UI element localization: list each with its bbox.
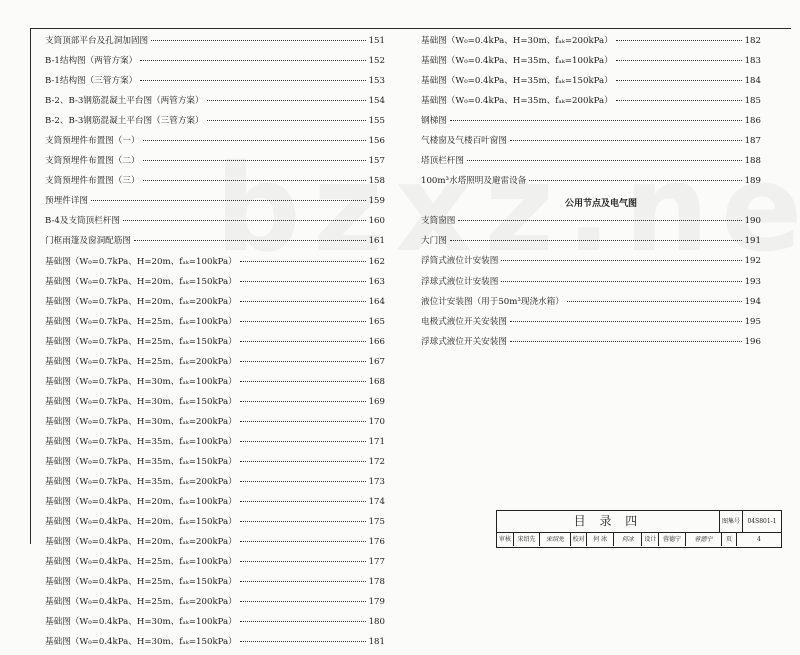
toc-entry-title: 基础图（W₀=0.4kPa、H=30m、fₐₖ=150kPa） bbox=[45, 637, 237, 648]
toc-right-column bbox=[421, 34, 761, 355]
dot-leader bbox=[143, 140, 366, 141]
toc-entry-page: 191 bbox=[744, 236, 761, 247]
dot-leader bbox=[240, 321, 366, 322]
toc-entry-page: 161 bbox=[368, 236, 385, 247]
toc-entry-page: 171 bbox=[368, 436, 385, 447]
toc-entry-page: 152 bbox=[368, 56, 385, 67]
toc-entry bbox=[421, 315, 761, 335]
toc-entry-title: 基础图（W₀=0.4kPa、H=30m、fₐₖ=200kPa） bbox=[421, 36, 613, 46]
toc-entry-title: 基础图（W₀=0.7kPa、H=20m、fₐₖ=200kPa） bbox=[45, 296, 237, 307]
toc-entry-title: 塔顶栏杆图 bbox=[421, 156, 464, 167]
dot-leader bbox=[240, 461, 366, 462]
designer-signature: 蓉德宁 bbox=[686, 533, 722, 546]
dot-leader bbox=[240, 601, 366, 602]
page-number: 4 bbox=[757, 536, 761, 543]
toc-left-column bbox=[45, 34, 385, 655]
dot-leader bbox=[616, 60, 742, 61]
toc-entry bbox=[45, 255, 385, 275]
toc-entry bbox=[45, 575, 385, 595]
toc-entry-title: 浮筒式液位计安装图 bbox=[421, 256, 499, 267]
title-block bbox=[496, 510, 782, 548]
dot-leader bbox=[616, 80, 742, 81]
toc-entry-page: 184 bbox=[744, 76, 761, 87]
toc-entry-page: 177 bbox=[368, 557, 385, 568]
page-label: 页 bbox=[722, 533, 737, 546]
dot-leader bbox=[240, 621, 366, 622]
review-label: 审核 bbox=[497, 533, 514, 546]
toc-entry-page: 173 bbox=[368, 477, 385, 488]
toc-entry bbox=[421, 134, 761, 154]
toc-entry bbox=[45, 635, 385, 655]
toc-entry-title: 基础图（W₀=0.4kPa、H=20m、fₐₖ=200kPa） bbox=[45, 537, 237, 548]
toc-entry-title: 基础图（W₀=0.7kPa、H=35m、fₐₖ=100kPa） bbox=[45, 436, 237, 447]
toc-entry-title: 基础图（W₀=0.7kPa、H=35m、fₐₖ=200kPa） bbox=[45, 477, 237, 488]
dot-leader bbox=[240, 521, 366, 522]
toc-entry bbox=[45, 595, 385, 615]
toc-entry bbox=[421, 214, 761, 234]
dot-leader bbox=[567, 301, 742, 302]
toc-entry bbox=[421, 174, 761, 194]
dot-leader bbox=[240, 641, 366, 642]
toc-entry-title: 基础图（W₀=0.7kPa、H=35m、fₐₖ=150kPa） bbox=[45, 456, 237, 467]
toc-entry-page: 192 bbox=[744, 256, 761, 267]
toc-entry bbox=[45, 335, 385, 355]
checker-signature: 何冰 bbox=[614, 533, 643, 546]
toc-entry-title: 基础图（W₀=0.7kPa、H=30m、fₐₖ=200kPa） bbox=[45, 416, 237, 427]
toc-entry bbox=[45, 315, 385, 335]
dot-leader bbox=[240, 301, 366, 302]
dot-leader bbox=[240, 421, 366, 422]
toc-entry-page: 183 bbox=[744, 56, 761, 67]
toc-entry-page: 169 bbox=[368, 396, 385, 407]
toc-entry-title: 基础图（W₀=0.4kPa、H=35m、fₐₖ=100kPa） bbox=[421, 56, 613, 67]
design-label: 设计 bbox=[642, 533, 659, 546]
dot-leader bbox=[616, 100, 742, 101]
toc-entry bbox=[45, 555, 385, 575]
dot-leader bbox=[510, 140, 742, 141]
toc-entry-title: 支筒预埋件布置图（一） bbox=[45, 136, 140, 147]
toc-entry-page: 196 bbox=[744, 336, 761, 347]
toc-entry-title: 液位计安装图（用于50m³现浇水箱） bbox=[421, 296, 564, 307]
dot-leader bbox=[123, 220, 366, 221]
toc-entry-title: 浮球式液位开关安装图 bbox=[421, 336, 507, 347]
toc-entry bbox=[45, 275, 385, 295]
toc-entry-title: 门框雨篷及窗洞配筋图 bbox=[45, 236, 131, 247]
dot-leader bbox=[240, 381, 366, 382]
toc-entry-title: 支筒预埋件布置图（二） bbox=[45, 156, 140, 167]
toc-entry-page: 174 bbox=[368, 497, 385, 508]
toc-entry-page: 185 bbox=[744, 96, 761, 107]
toc-entry-title: 基础图（W₀=0.7kPa、H=30m、fₐₖ=100kPa） bbox=[45, 376, 237, 387]
toc-entry-page: 178 bbox=[368, 577, 385, 588]
toc-entry bbox=[45, 194, 385, 214]
toc-entry bbox=[45, 234, 385, 254]
toc-entry-title: 基础图（W₀=0.4kPa、H=20m、fₐₖ=150kPa） bbox=[45, 517, 237, 528]
toc-entry-page: 155 bbox=[368, 116, 385, 127]
dot-leader bbox=[450, 120, 742, 121]
toc-entry-title: 基础图（W₀=0.4kPa、H=25m、fₐₖ=200kPa） bbox=[45, 597, 237, 608]
toc-entry-title: B-2、B-3钢筋混凝土平台图（三管方案） bbox=[45, 116, 204, 127]
dot-leader bbox=[240, 481, 366, 482]
dot-leader bbox=[458, 220, 741, 221]
toc-entry bbox=[45, 495, 385, 515]
toc-entry bbox=[45, 34, 385, 54]
dot-leader bbox=[134, 240, 366, 241]
toc-entry-title: 基础图（W₀=0.4kPa、H=35m、fₐₖ=150kPa） bbox=[421, 76, 613, 87]
toc-entry-page: 180 bbox=[368, 617, 385, 628]
toc-entry-title: 基础图（W₀=0.4kPa、H=25m、fₐₖ=150kPa） bbox=[45, 577, 237, 588]
dot-leader bbox=[91, 200, 366, 201]
toc-entry-page: 156 bbox=[368, 136, 385, 147]
toc-entry-page: 188 bbox=[744, 156, 761, 167]
toc-entry-page: 153 bbox=[368, 76, 385, 87]
toc-entry-page: 170 bbox=[368, 416, 385, 427]
dot-leader bbox=[151, 40, 365, 41]
toc-entry bbox=[45, 395, 385, 415]
toc-entry-title: 预埋件详图 bbox=[45, 196, 88, 207]
toc-entry-page: 189 bbox=[744, 176, 761, 187]
toc-entry-title: B-4及支筒顶栏杆图 bbox=[45, 216, 121, 227]
toc-entry-title: 浮球式液位计安装图 bbox=[421, 276, 499, 287]
toc-entry-page: 157 bbox=[368, 156, 385, 167]
toc-entry bbox=[45, 214, 385, 234]
toc-entry bbox=[421, 234, 761, 254]
toc-entry-page: 158 bbox=[368, 176, 385, 187]
toc-entry-page: 176 bbox=[368, 537, 385, 548]
toc-entry-title: 基础图（W₀=0.7kPa、H=30m、fₐₖ=150kPa） bbox=[45, 396, 237, 407]
toc-entry bbox=[45, 415, 385, 435]
toc-entry bbox=[421, 74, 761, 94]
dot-leader bbox=[240, 441, 366, 442]
toc-entry-page: 151 bbox=[368, 36, 385, 46]
toc-entry-title: B-1结构图（三管方案） bbox=[45, 76, 138, 87]
toc-entry-page: 154 bbox=[368, 96, 385, 107]
toc-entry-page: 159 bbox=[368, 196, 385, 207]
toc-entry bbox=[45, 74, 385, 94]
atlas-number: 04S801-1 bbox=[747, 518, 777, 525]
toc-entry bbox=[45, 535, 385, 555]
dot-leader bbox=[140, 60, 365, 61]
toc-entry bbox=[45, 355, 385, 375]
toc-entry-page: 172 bbox=[368, 456, 385, 467]
toc-entry-title: 基础图（W₀=0.4kPa、H=20m、fₐₖ=100kPa） bbox=[45, 497, 237, 508]
toc-entry-page: 166 bbox=[368, 336, 385, 347]
toc-entry-page: 164 bbox=[368, 296, 385, 307]
toc-entry bbox=[45, 615, 385, 635]
toc-entry-page: 187 bbox=[744, 136, 761, 147]
reviewer-signature: 宋绍先 bbox=[540, 533, 570, 546]
dot-leader bbox=[450, 240, 742, 241]
dot-leader bbox=[529, 180, 741, 181]
toc-entry-page: 168 bbox=[368, 376, 385, 387]
dot-leader bbox=[616, 40, 742, 41]
check-label: 校对 bbox=[571, 533, 588, 546]
toc-entry bbox=[45, 174, 385, 194]
toc-entry bbox=[421, 275, 761, 295]
toc-entry-page: 179 bbox=[368, 597, 385, 608]
toc-entry-page: 167 bbox=[368, 356, 385, 367]
dot-leader bbox=[501, 281, 741, 282]
toc-entry bbox=[45, 134, 385, 154]
dot-leader bbox=[240, 361, 366, 362]
reviewer-name: 宋绍先 bbox=[514, 533, 541, 546]
toc-entry bbox=[45, 515, 385, 535]
toc-entry bbox=[45, 154, 385, 174]
toc-entry bbox=[421, 34, 761, 54]
toc-entry-page: 163 bbox=[368, 276, 385, 287]
toc-entry-title: B-1结构图（两管方案） bbox=[45, 56, 138, 67]
toc-entry-page: 162 bbox=[368, 256, 385, 267]
sheet-title: 目 录 四 bbox=[497, 511, 720, 532]
dot-leader bbox=[240, 401, 366, 402]
dot-leader bbox=[207, 100, 366, 101]
toc-entry bbox=[421, 54, 761, 74]
dot-leader bbox=[501, 260, 741, 261]
dot-leader bbox=[240, 581, 366, 582]
toc-entry-title: 基础图（W₀=0.7kPa、H=25m、fₐₖ=200kPa） bbox=[45, 356, 237, 367]
toc-entry bbox=[421, 154, 761, 174]
toc-entry bbox=[421, 254, 761, 274]
toc-entry-title: 大门图 bbox=[421, 236, 447, 247]
dot-leader bbox=[240, 341, 366, 342]
toc-entry-page: 160 bbox=[368, 216, 385, 227]
toc-entry bbox=[45, 114, 385, 134]
toc-entry-title: 基础图（W₀=0.4kPa、H=25m、fₐₖ=100kPa） bbox=[45, 557, 237, 568]
dot-leader bbox=[510, 321, 742, 322]
toc-entry-page: 190 bbox=[744, 216, 761, 227]
toc-entry bbox=[45, 94, 385, 114]
toc-entry-title: 基础图（W₀=0.7kPa、H=20m、fₐₖ=100kPa） bbox=[45, 256, 237, 267]
toc-entry-page: 193 bbox=[744, 276, 761, 287]
toc-entry-title: 100m³水塔照明及避雷设备 bbox=[421, 176, 527, 187]
toc-entry bbox=[421, 335, 761, 355]
toc-entry-title: 基础图（W₀=0.4kPa、H=30m、fₐₖ=100kPa） bbox=[45, 617, 237, 628]
toc-entry bbox=[421, 295, 761, 315]
toc-entry-title: 基础图（W₀=0.7kPa、H=25m、fₐₖ=100kPa） bbox=[45, 316, 237, 327]
designer-name: 蓉德宁 bbox=[659, 533, 686, 546]
toc-entry-page: 165 bbox=[368, 316, 385, 327]
toc-entry-page: 186 bbox=[744, 116, 761, 127]
checker-name: 何 冰 bbox=[587, 533, 614, 546]
dot-leader bbox=[240, 261, 366, 262]
dot-leader bbox=[140, 80, 365, 81]
toc-entry-page: 175 bbox=[368, 517, 385, 528]
toc-entry bbox=[45, 475, 385, 495]
atlas-label: 图集号 bbox=[720, 511, 743, 532]
toc-entry-title: 气楼窗及气楼百叶窗图 bbox=[421, 136, 507, 147]
toc-entry-page: 195 bbox=[744, 316, 761, 327]
dot-leader bbox=[207, 120, 366, 121]
toc-entry-title: 基础图（W₀=0.7kPa、H=25m、fₐₖ=150kPa） bbox=[45, 336, 237, 347]
toc-entry-page: 194 bbox=[744, 296, 761, 307]
section-heading: 公用节点及电气图 bbox=[564, 199, 637, 210]
toc-entry bbox=[45, 295, 385, 315]
toc-entry-page: 181 bbox=[368, 637, 385, 648]
toc-entry bbox=[45, 54, 385, 74]
toc-entry-title: B-2、B-3钢筋混凝土平台图（两管方案） bbox=[45, 96, 204, 107]
toc-entry bbox=[45, 435, 385, 455]
toc-entry-title: 支筒顶部平台及孔洞加固图 bbox=[45, 36, 149, 46]
toc-entry bbox=[421, 114, 761, 134]
dot-leader bbox=[240, 561, 366, 562]
dot-leader bbox=[143, 160, 366, 161]
toc-entry-title: 基础图（W₀=0.7kPa、H=20m、fₐₖ=150kPa） bbox=[45, 276, 237, 287]
toc-entry-title: 电极式液位开关安装图 bbox=[421, 316, 507, 327]
dot-leader bbox=[240, 501, 366, 502]
toc-entry bbox=[421, 94, 761, 114]
toc-entry-title: 支筒窗图 bbox=[421, 216, 456, 227]
toc-entry-title: 钢梯图 bbox=[421, 116, 447, 127]
toc-entry-page: 182 bbox=[744, 36, 761, 46]
toc-entry-title: 支筒预埋件布置图（三） bbox=[45, 176, 140, 187]
dot-leader bbox=[240, 281, 366, 282]
dot-leader bbox=[143, 180, 366, 181]
toc-entry bbox=[45, 375, 385, 395]
toc-entry bbox=[45, 455, 385, 475]
dot-leader bbox=[240, 541, 366, 542]
dot-leader bbox=[510, 341, 742, 342]
dot-leader bbox=[467, 160, 742, 161]
toc-entry-title: 基础图（W₀=0.4kPa、H=35m、fₐₖ=200kPa） bbox=[421, 96, 613, 107]
